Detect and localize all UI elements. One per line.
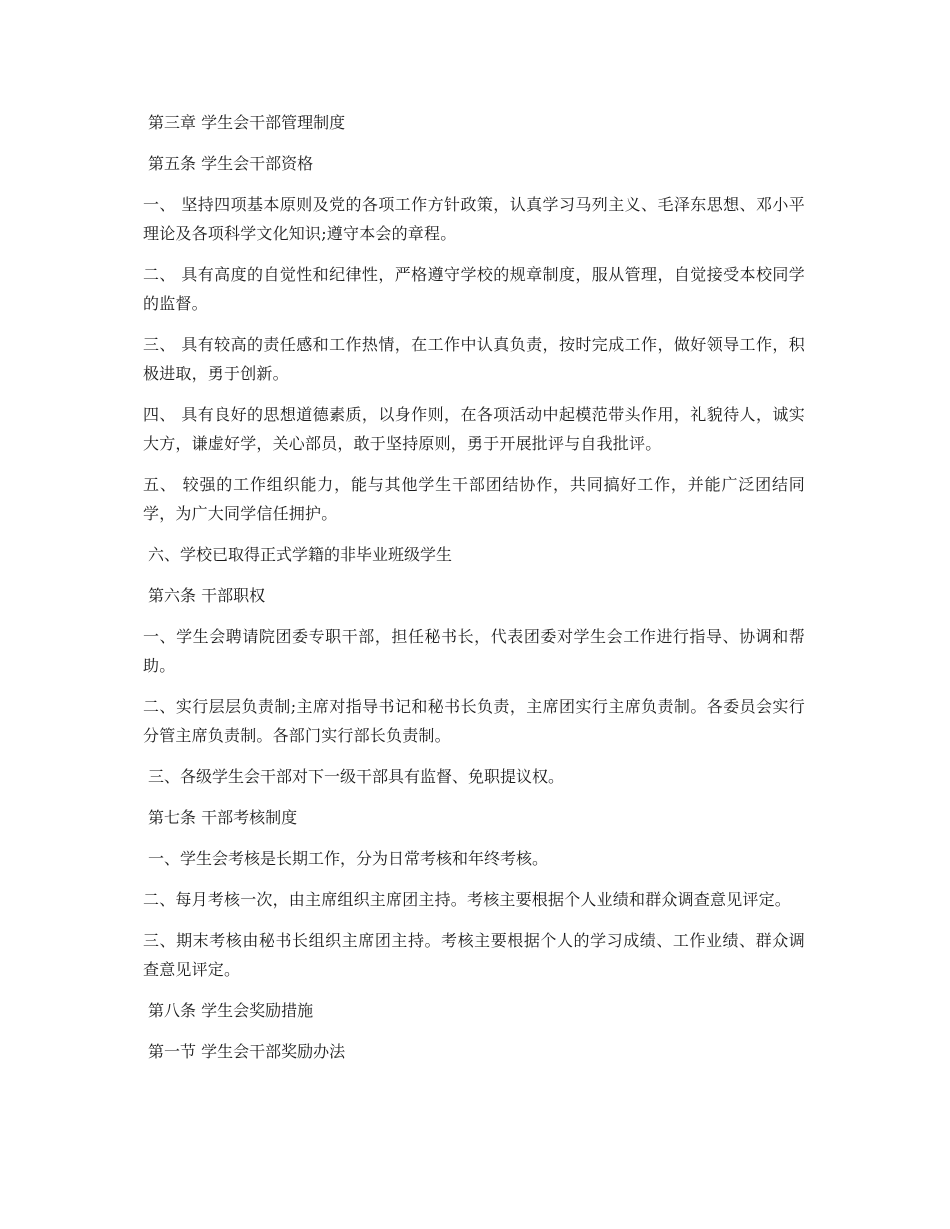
paragraph: 三、期末考核由秘书长组织主席团主持。考核主要根据个人的学习成绩、工作业绩、群众调查意见评定。	[143, 931, 805, 979]
article-5-title: 第五条 学生会干部资格	[148, 154, 314, 173]
article-6-title: 第六条 干部职权	[148, 586, 266, 605]
paragraph: 五、 较强的工作组织能力，能与其他学生干部团结协作，共同搞好工作，并能广泛团结同学，为广大同学信任拥护。	[143, 475, 805, 523]
article-8-title: 第八条 学生会奖励措施	[148, 1001, 314, 1020]
paragraph: 六、学校已取得正式学籍的非毕业班级学生	[148, 545, 453, 564]
paragraph: 二、每月考核一次，由主席组织主席团主持。考核主要根据个人业绩和群众调查意见评定。	[143, 890, 792, 909]
paragraph: 三、各级学生会干部对下一级干部具有监督、免职提议权。	[148, 767, 565, 786]
paragraph: 二、 具有高度的自觉性和纪律性，严格遵守学校的规章制度，服从管理，自觉接受本校同学的监督。	[143, 265, 805, 313]
section-1-title: 第一节 学生会干部奖励办法	[148, 1042, 346, 1061]
article-7-title: 第七条 干部考核制度	[148, 808, 298, 827]
paragraph: 一、学生会聘请院团委专职干部，担任秘书长，代表团委对学生会工作进行指导、协调和帮助。	[143, 627, 805, 675]
paragraph: 四、 具有良好的思想道德素质，以身作则，在各项活动中起模范带头作用，礼貌待人，诚实大方，谦虚好学，关心部员，敢于坚持原则，勇于开展批评与自我批评。	[143, 405, 805, 453]
paragraph: 一、学生会考核是长期工作，分为日常考核和年终考核。	[148, 849, 549, 868]
chapter-title: 第三章 学生会干部管理制度	[148, 113, 346, 132]
paragraph: 一、 坚持四项基本原则及党的各项工作方针政策，认真学习马列主义、毛泽东思想、邓小平理论及各项科学文化知识;遵守本会的章程。	[143, 195, 805, 243]
document-page	[140, 108, 805, 1078]
paragraph: 三、 具有较高的责任感和工作热情，在工作中认真负责，按时完成工作，做好领导工作，积极进取，勇于创新。	[143, 335, 805, 383]
paragraph: 二、实行层层负责制;主席对指导书记和秘书长负责，主席团实行主席负责制。各委员会实行分管主席负责制。各部门实行部长负责制。	[143, 697, 805, 745]
